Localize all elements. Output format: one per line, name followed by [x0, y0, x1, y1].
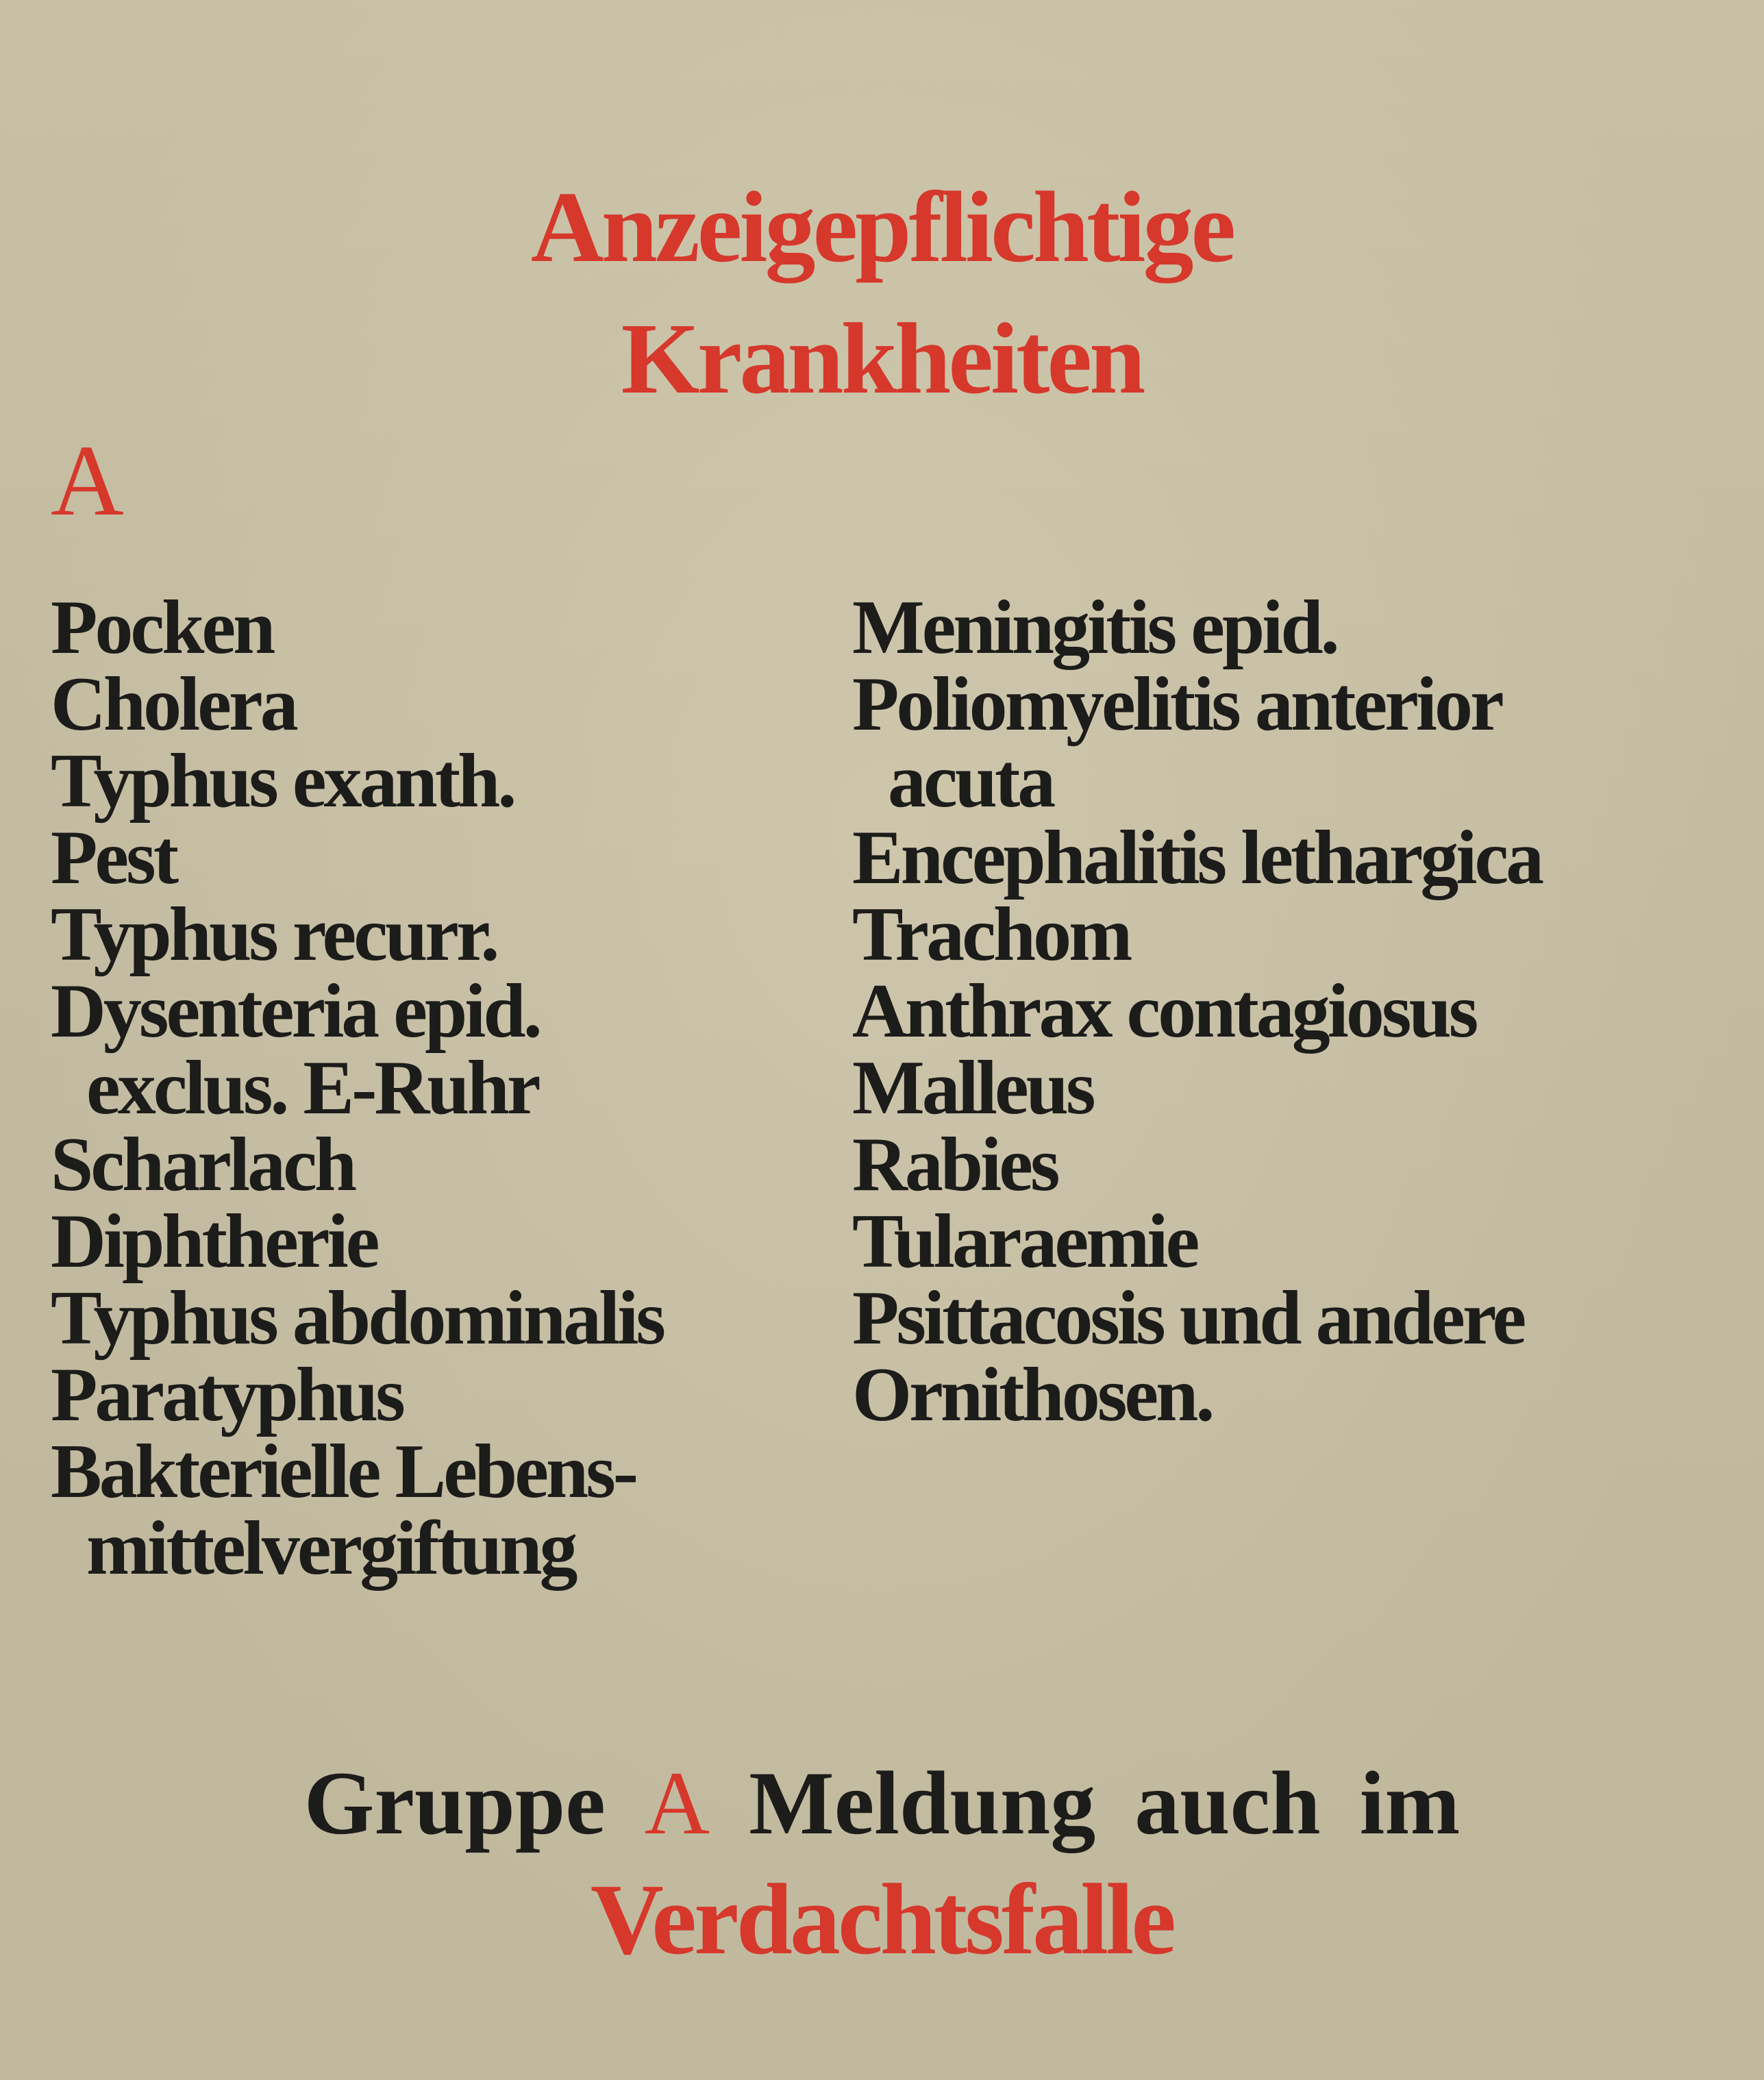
- list-item: Ornithosen.: [852, 1352, 1213, 1437]
- left-disease-list: [51, 585, 663, 1591]
- list-item: Cholera: [51, 662, 296, 747]
- list-item: Typhus exanth.: [51, 739, 514, 824]
- footer-group-letter: A: [644, 1753, 710, 1853]
- footer-suffix: Meldung auch im: [749, 1753, 1461, 1853]
- list-item: Dysenteria epid.: [51, 969, 540, 1054]
- list-item: Psittacosis und andere: [852, 1276, 1524, 1361]
- group-letter: A: [51, 425, 124, 537]
- list-item: Bakterielle Lebens-: [51, 1429, 636, 1514]
- footer-prefix: Gruppe: [303, 1753, 606, 1853]
- list-item: Trachom: [852, 892, 1130, 977]
- list-item: Tularaemie: [852, 1199, 1197, 1284]
- list-item-continuation: mittelvergiftung: [86, 1506, 575, 1591]
- right-disease-list: [852, 585, 1542, 1437]
- list-item-continuation: acuta: [888, 739, 1054, 824]
- list-item: Encephalitis lethargica: [852, 815, 1542, 900]
- list-item: Typhus recurr.: [51, 892, 497, 977]
- footer-line-2: Verdachtsfalle: [590, 1864, 1174, 1976]
- list-item: Rabies: [852, 1122, 1058, 1207]
- list-item: Pocken: [51, 585, 273, 670]
- list-item-continuation: exclus. E-Ruhr: [86, 1045, 538, 1130]
- list-item: Paratyphus: [51, 1352, 403, 1437]
- list-item: Diphtherie: [51, 1199, 377, 1284]
- list-item: Anthrax contagiosus: [852, 969, 1476, 1054]
- list-item: Pest: [51, 815, 177, 900]
- list-item: Malleus: [852, 1045, 1093, 1130]
- footer-line-1: [0, 1753, 1764, 1853]
- list-item: Scharlach: [51, 1122, 355, 1207]
- list-item: Meningitis epid.: [852, 585, 1337, 670]
- list-item: Poliomyelitis anterior: [852, 662, 1502, 747]
- list-item: Typhus abdominalis: [51, 1276, 663, 1361]
- title-line-2: Krankheiten: [621, 303, 1143, 415]
- title-line-1: Anzeigepflichtige: [530, 171, 1234, 284]
